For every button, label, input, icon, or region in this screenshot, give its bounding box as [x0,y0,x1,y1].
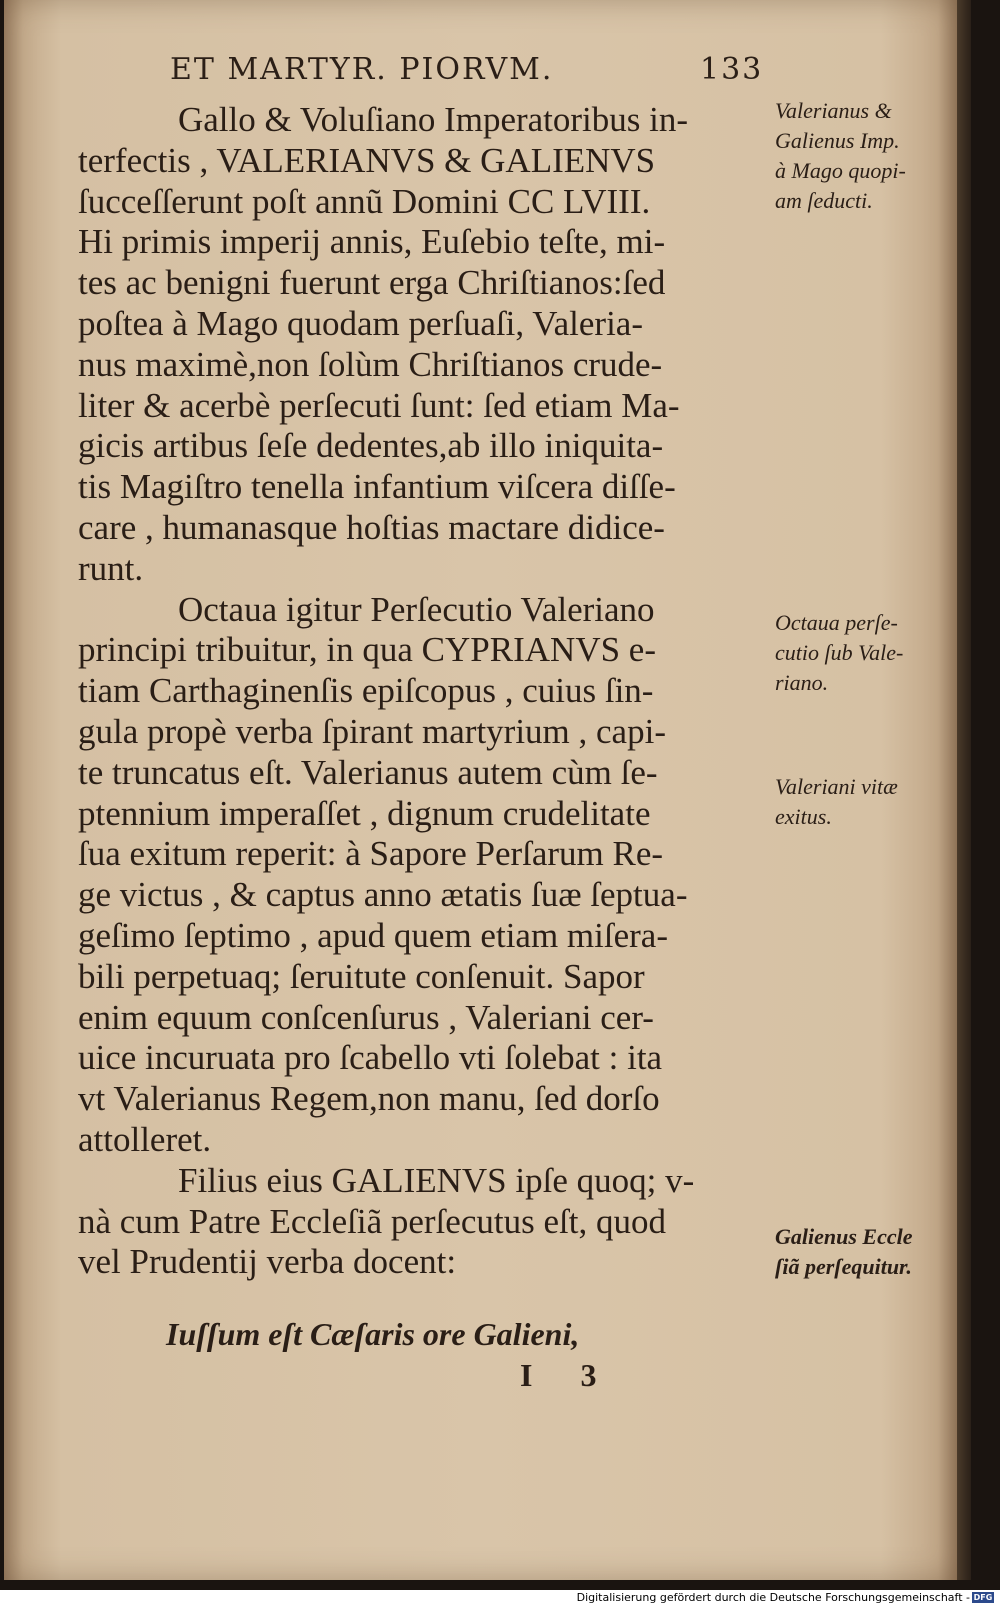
text-line: ptennium imperaſſet , dignum crudelitate [78,793,651,833]
margin-note-line: Valeriani vitæ [775,774,898,799]
margin-note-line: exitus. [775,804,832,829]
text-line: vel Prudentij verba docent: [78,1242,457,1282]
text-line: bili perpetuaq; ſeruitute conſenuit. Sapor [78,956,645,996]
margin-note-line: à Mago quopi- [775,158,906,183]
text-line: principi tribuitur, in qua CYPRIANVS e- [78,630,656,670]
running-head-title: ET MARTYR. PIORVM. [170,52,554,87]
text-line: te truncatus eſt. Valerianus autem cùm ſe- [78,752,658,792]
footer-credit: Digitalisierung gefördert durch die Deutsche Forschungsgemeinschaft - [576,1591,970,1604]
footer-bar [0,1590,1000,1605]
text-line: runt. [78,548,144,588]
text-line: ſucceſſerunt poſt annũ Domini CC LVIII. [78,181,651,221]
text-line: attolleret. [78,1119,212,1159]
text-line: gicis artibus ſeſe dedentes,ab illo iniquita- [78,426,664,466]
text-line: geſimo ſeptimo , apud quem etiam miſera- [78,915,668,955]
text-line: tis Magiſtro tenella infantium viſcera diſſe- [78,467,676,507]
text-line: gula propè verba ſpirant martyrium , capi- [78,711,666,751]
text-line: poſtea à Mago quodam perſuaſi, Valeria- [78,303,643,343]
margin-note-line: riano. [775,670,829,695]
page-number: 133 [700,52,764,87]
text-line: Filius eius GALIENVS ipſe quoq; v- [178,1160,695,1200]
text-line: tes ac benigni fuerunt erga Chriſtianos:ſed [78,263,666,303]
text-line: nus maximè,non ſolùm Chriſtianos crude- [78,344,663,384]
dfg-logo-icon: DFG [973,1593,993,1602]
margin-note-galienus [775,1222,955,1282]
text-line: nà cum Patre Eccleſiã perſecutus eſt, quod [78,1201,666,1241]
text-line: Hi primis imperij annis, Euſebio teſte, mi- [78,222,666,262]
margin-note-valerianus [775,96,955,216]
margin-note-octaua [775,608,955,698]
verse-quote: Iuſſum eſt Cæſaris ore Galieni, [166,1316,580,1352]
page-edge [957,0,971,1580]
text-line: vt Valerianus Regem,non manu, ſed dorſo [78,1079,660,1119]
text-line: terfectis , VALERIANVS & GALIENVS [78,140,656,180]
margin-note-line: Galienus Eccle [775,1224,913,1249]
margin-note-line: Valerianus & [775,98,892,123]
margin-note-line: ſiã perſequitur. [775,1254,912,1279]
text-line: Octaua igitur Perſecutio Valeriano [178,589,655,629]
margin-note-line: am ſeducti. [775,188,873,213]
margin-note-line: cutio ſub Vale- [775,640,904,665]
text-line: uice incuruata pro ſcabello vti ſolebat : ita [78,1038,663,1078]
text-line: ge victus , & captus anno ætatis ſuæ ſeptua- [78,875,688,915]
margin-note-exitus [775,772,955,832]
text-line: Gallo & Voluſiano Imperatoribus in- [178,100,689,139]
text-line: care , humanasque hoſtias mactare didice- [78,507,665,547]
text-line: ſua exitum reperit: à Sapore Perſarum Re- [78,834,664,874]
text-line: tiam Carthaginenſis epiſcopus , cuius ſin- [78,671,654,711]
margin-note-line: Octaua perſe- [775,610,898,635]
signature-mark: I 3 [520,1357,617,1393]
text-line: liter & acerbè perſecuti ſunt: ſed etiam Ma- [78,385,680,425]
text-line: enim equum conſcenſurus , Valeriani cer- [78,997,654,1037]
body-text [78,100,768,1283]
margin-note-line: Galienus Imp. [775,128,900,153]
